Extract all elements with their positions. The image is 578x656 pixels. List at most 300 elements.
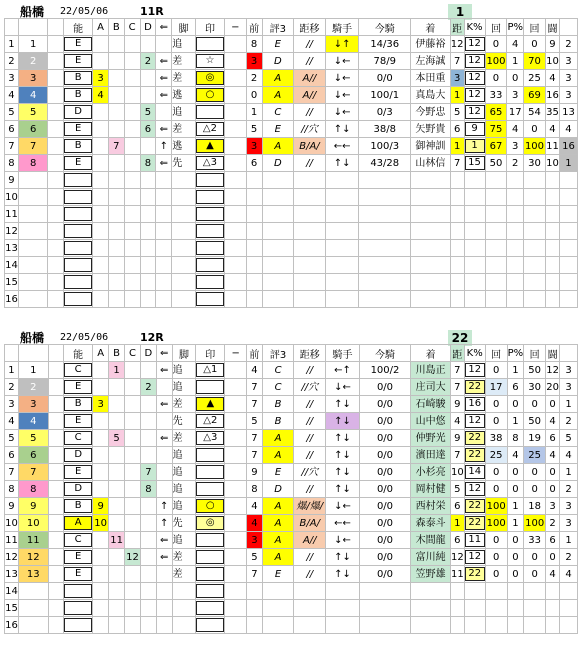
empty-cell bbox=[560, 600, 578, 617]
col-a bbox=[93, 362, 109, 379]
col-d: 6 bbox=[140, 121, 156, 138]
empty-box bbox=[64, 292, 92, 306]
empty-cell bbox=[156, 257, 172, 274]
spacer bbox=[224, 104, 246, 121]
k-percent: 0 bbox=[485, 36, 507, 53]
col-c bbox=[125, 498, 141, 515]
empty-cell bbox=[262, 240, 294, 257]
empty-cell bbox=[108, 172, 124, 189]
ability-cell bbox=[64, 481, 93, 498]
finish-cell: 5 bbox=[450, 481, 464, 498]
empty-cell bbox=[18, 257, 48, 274]
arrow-cell: ↑ bbox=[156, 498, 172, 515]
table-row[interactable] bbox=[5, 36, 578, 53]
table-row[interactable] bbox=[5, 53, 578, 70]
run-style: 先 bbox=[172, 515, 196, 532]
distance-move: ↑↓ bbox=[326, 430, 360, 447]
ability-grade: B bbox=[64, 499, 92, 513]
col-d bbox=[140, 362, 156, 379]
empty-box bbox=[64, 224, 92, 238]
distance-value: 9 bbox=[465, 122, 485, 136]
rating-cell: // bbox=[294, 447, 326, 464]
row-index: 8 bbox=[5, 155, 19, 172]
p-percent: 0 bbox=[524, 121, 546, 138]
horse-number: 3 bbox=[18, 396, 48, 413]
prev-cell: A bbox=[262, 532, 293, 549]
col-b bbox=[109, 413, 125, 430]
empty-cell bbox=[450, 240, 464, 257]
p-percent: 69 bbox=[524, 87, 546, 104]
col-d bbox=[140, 87, 156, 104]
col-b bbox=[108, 104, 124, 121]
empty-cell bbox=[411, 600, 451, 617]
col-d bbox=[140, 532, 156, 549]
prev-cell: E bbox=[262, 121, 294, 138]
finish-cell: 6 bbox=[450, 498, 464, 515]
empty-cell bbox=[485, 583, 507, 600]
table-row[interactable] bbox=[5, 447, 578, 464]
distance-move: ↑↓ bbox=[326, 464, 360, 481]
empty-cell bbox=[18, 291, 48, 308]
spacer bbox=[225, 396, 247, 413]
ability-cell bbox=[64, 87, 93, 104]
fight-cell: 2 bbox=[560, 549, 578, 566]
p-percent: 0 bbox=[524, 549, 546, 566]
finish-cell: 12 bbox=[450, 549, 464, 566]
empty-cell bbox=[195, 274, 224, 291]
run-style: 差 bbox=[172, 70, 196, 87]
empty-cell bbox=[93, 240, 109, 257]
distance-value: 22 bbox=[465, 516, 485, 530]
empty-cell bbox=[410, 223, 450, 240]
empty-cell bbox=[93, 291, 109, 308]
empty-cell bbox=[64, 617, 93, 634]
empty-cell bbox=[156, 583, 172, 600]
count-1: 0 bbox=[507, 532, 524, 549]
empty-cell bbox=[545, 223, 559, 240]
prediction-mark[interactable]: ▲ bbox=[196, 139, 224, 153]
col-d: 8 bbox=[140, 481, 156, 498]
column-header: A bbox=[93, 345, 109, 362]
mark-cell bbox=[195, 121, 224, 138]
arrow-cell: ⇐ bbox=[156, 70, 172, 87]
empty-box bbox=[64, 618, 92, 632]
empty-cell bbox=[294, 600, 326, 617]
col-a bbox=[93, 447, 109, 464]
empty-cell bbox=[294, 291, 326, 308]
mark-cell bbox=[196, 430, 225, 447]
run-style: 差 bbox=[172, 549, 196, 566]
row-index: 10 bbox=[5, 189, 19, 206]
current-jockey: 庄司大 bbox=[411, 379, 451, 396]
empty-cell bbox=[507, 257, 524, 274]
col-a bbox=[93, 138, 109, 155]
empty-box bbox=[64, 207, 92, 221]
fight-cell: 4 bbox=[560, 566, 578, 583]
empty-cell bbox=[546, 600, 560, 617]
empty-cell bbox=[18, 172, 48, 189]
row-index: 3 bbox=[5, 70, 19, 87]
distance-move: ↑↓ bbox=[326, 549, 360, 566]
row-index: 11 bbox=[5, 206, 19, 223]
table-row[interactable] bbox=[5, 430, 578, 447]
column-header: 着 bbox=[410, 19, 450, 36]
prediction-mark[interactable] bbox=[196, 105, 224, 119]
empty-cell bbox=[18, 617, 48, 634]
empty-cell bbox=[450, 274, 464, 291]
empty-cell bbox=[294, 257, 326, 274]
col-b: 11 bbox=[109, 532, 125, 549]
empty-cell bbox=[172, 583, 196, 600]
empty-cell bbox=[195, 291, 224, 308]
col-b bbox=[109, 549, 125, 566]
table-row[interactable] bbox=[5, 223, 578, 240]
prediction-mark[interactable] bbox=[196, 482, 224, 496]
empty-cell bbox=[48, 189, 64, 206]
rating-cell: // bbox=[294, 566, 326, 583]
k-percent: 100 bbox=[485, 515, 507, 532]
empty-cell bbox=[156, 240, 172, 257]
fight-cell: 2 bbox=[559, 36, 577, 53]
empty-cell bbox=[109, 617, 125, 634]
table-row[interactable] bbox=[5, 532, 578, 549]
table-row[interactable] bbox=[5, 121, 578, 138]
empty-cell bbox=[559, 291, 577, 308]
empty-cell bbox=[124, 172, 140, 189]
horse-number: 8 bbox=[18, 155, 48, 172]
col-a bbox=[93, 413, 109, 430]
fight-cell: 4 bbox=[559, 121, 577, 138]
empty-cell bbox=[410, 291, 450, 308]
prediction-mark[interactable]: ○ bbox=[196, 499, 224, 513]
finish-cell: 7 bbox=[450, 362, 464, 379]
count-2: 9 bbox=[545, 36, 559, 53]
table-row[interactable] bbox=[5, 104, 578, 121]
k-percent: 0 bbox=[485, 549, 507, 566]
distance-move: ↑↓ bbox=[326, 396, 360, 413]
p-percent: 18 bbox=[524, 498, 546, 515]
spacer bbox=[48, 396, 64, 413]
prediction-mark[interactable]: ▲ bbox=[196, 397, 224, 411]
column-header: D bbox=[140, 19, 156, 36]
empty-cell bbox=[507, 223, 524, 240]
table-row[interactable] bbox=[5, 583, 578, 600]
prediction-mark[interactable] bbox=[196, 448, 224, 462]
distance-value: 22 bbox=[465, 380, 485, 394]
mark-cell bbox=[196, 396, 225, 413]
empty-cell bbox=[410, 189, 450, 206]
prediction-mark[interactable] bbox=[196, 550, 224, 564]
p-percent: 54 bbox=[524, 104, 546, 121]
current-jockey: 真島大 bbox=[410, 87, 450, 104]
empty-cell bbox=[262, 617, 293, 634]
table-row[interactable] bbox=[5, 464, 578, 481]
rating-cell: // bbox=[294, 396, 326, 413]
column-header: D bbox=[140, 345, 156, 362]
finish-cell: 11 bbox=[450, 566, 464, 583]
prev-cell: E bbox=[262, 36, 294, 53]
table-row[interactable] bbox=[5, 189, 578, 206]
row-index: 13 bbox=[5, 240, 19, 257]
mark-cell bbox=[195, 104, 224, 121]
count-1: 0 bbox=[507, 566, 524, 583]
current-jockey: 左海誠 bbox=[410, 53, 450, 70]
empty-cell bbox=[48, 274, 64, 291]
empty-cell bbox=[246, 172, 262, 189]
jockey-stats: 78/9 bbox=[359, 53, 411, 70]
distance-value: 12 bbox=[465, 550, 485, 564]
empty-cell bbox=[262, 257, 294, 274]
empty-box bbox=[196, 601, 224, 615]
col-d: 2 bbox=[140, 379, 156, 396]
empty-cell bbox=[172, 206, 196, 223]
k-percent: 38 bbox=[485, 430, 507, 447]
table-row[interactable] bbox=[5, 138, 578, 155]
empty-cell bbox=[18, 206, 48, 223]
empty-cell bbox=[485, 291, 507, 308]
rank-cell: 7 bbox=[246, 447, 262, 464]
table-row[interactable] bbox=[5, 379, 578, 396]
column-header: 着 bbox=[411, 345, 451, 362]
prediction-mark[interactable] bbox=[196, 533, 224, 547]
count-1: 1 bbox=[507, 53, 524, 70]
empty-cell bbox=[64, 172, 93, 189]
jockey-stats: 0/0 bbox=[359, 70, 411, 87]
prev-cell: A bbox=[262, 430, 293, 447]
empty-cell bbox=[294, 240, 326, 257]
prev-cell: A bbox=[262, 87, 294, 104]
table-row[interactable] bbox=[5, 413, 578, 430]
empty-box bbox=[64, 190, 92, 204]
empty-cell bbox=[225, 617, 247, 634]
spacer bbox=[48, 532, 64, 549]
empty-cell bbox=[545, 240, 559, 257]
arrow-cell: ⇐ bbox=[156, 430, 172, 447]
col-a bbox=[93, 566, 109, 583]
table-row[interactable] bbox=[5, 257, 578, 274]
distance-value: 14 bbox=[465, 465, 485, 479]
table-row[interactable] bbox=[5, 172, 578, 189]
distance-move: ↓↑ bbox=[325, 36, 359, 53]
distance-value: 15 bbox=[465, 156, 485, 170]
ability-grade: E bbox=[64, 465, 92, 479]
empty-cell bbox=[156, 223, 172, 240]
ability-cell bbox=[64, 379, 93, 396]
k-percent: 0 bbox=[485, 396, 507, 413]
ability-grade: B bbox=[64, 139, 92, 153]
k-percent: 75 bbox=[485, 121, 507, 138]
spacer bbox=[48, 515, 64, 532]
current-jockey: 御神訓 bbox=[410, 138, 450, 155]
empty-cell bbox=[559, 240, 577, 257]
fight-cell: 5 bbox=[560, 430, 578, 447]
table-row[interactable] bbox=[5, 515, 578, 532]
rating-cell: // bbox=[294, 430, 326, 447]
arrow-cell bbox=[156, 36, 172, 53]
empty-cell bbox=[326, 600, 360, 617]
col-b bbox=[108, 70, 124, 87]
arrow-cell bbox=[156, 464, 172, 481]
table-row[interactable] bbox=[5, 600, 578, 617]
empty-cell bbox=[262, 206, 294, 223]
spacer bbox=[225, 362, 247, 379]
col-c bbox=[125, 481, 141, 498]
empty-cell bbox=[108, 257, 124, 274]
ability-grade: E bbox=[64, 414, 92, 428]
empty-cell bbox=[325, 291, 359, 308]
table-row[interactable] bbox=[5, 240, 578, 257]
empty-cell bbox=[224, 189, 246, 206]
empty-cell bbox=[124, 257, 140, 274]
table-row[interactable] bbox=[5, 291, 578, 308]
count-2: 10 bbox=[545, 53, 559, 70]
spacer bbox=[225, 430, 247, 447]
col-a bbox=[93, 549, 109, 566]
empty-cell bbox=[262, 223, 294, 240]
header-blank bbox=[5, 345, 19, 362]
row-index: 2 bbox=[5, 53, 19, 70]
distance-value: 22 bbox=[465, 448, 485, 462]
finish-cell: 9 bbox=[450, 430, 464, 447]
prediction-mark[interactable]: △3 bbox=[196, 431, 224, 445]
prediction-mark[interactable]: ◎ bbox=[196, 71, 224, 85]
empty-cell bbox=[560, 617, 578, 634]
empty-cell bbox=[172, 291, 196, 308]
col-b bbox=[109, 515, 125, 532]
p-percent: 0 bbox=[524, 36, 546, 53]
empty-cell bbox=[325, 206, 359, 223]
rating-cell: A// bbox=[294, 87, 326, 104]
distance-cell bbox=[464, 549, 485, 566]
table-row[interactable] bbox=[5, 396, 578, 413]
prediction-mark[interactable]: ◎ bbox=[196, 516, 224, 530]
horse-number: 5 bbox=[18, 430, 48, 447]
table-row[interactable] bbox=[5, 617, 578, 634]
fight-cell: 3 bbox=[560, 515, 578, 532]
count-1: 4 bbox=[507, 121, 524, 138]
prediction-mark[interactable]: ○ bbox=[196, 88, 224, 102]
prediction-mark[interactable] bbox=[196, 380, 224, 394]
prediction-mark[interactable]: ☆ bbox=[196, 54, 224, 68]
ability-grade: D bbox=[64, 448, 92, 462]
empty-cell bbox=[140, 189, 156, 206]
row-index: 6 bbox=[5, 447, 19, 464]
spacer bbox=[48, 53, 64, 70]
k-percent: 0 bbox=[485, 464, 507, 481]
table-row[interactable] bbox=[5, 566, 578, 583]
table-row[interactable] bbox=[5, 274, 578, 291]
distance-move: ↑↓ bbox=[326, 481, 360, 498]
empty-box bbox=[64, 258, 92, 272]
column-header: 距 bbox=[450, 345, 464, 362]
column-header: 距移 bbox=[294, 345, 326, 362]
prediction-mark[interactable] bbox=[196, 465, 224, 479]
column-header: 前 bbox=[246, 19, 262, 36]
ability-grade: C bbox=[64, 431, 92, 445]
col-c bbox=[125, 413, 141, 430]
count-1: 0 bbox=[507, 464, 524, 481]
spacer bbox=[48, 138, 64, 155]
prediction-mark[interactable]: △2 bbox=[196, 414, 224, 428]
table-row[interactable] bbox=[5, 549, 578, 566]
empty-cell bbox=[93, 617, 109, 634]
table-row[interactable] bbox=[5, 206, 578, 223]
prediction-mark[interactable]: △2 bbox=[196, 122, 224, 136]
distance-move: ↓← bbox=[326, 498, 360, 515]
prediction-mark[interactable] bbox=[196, 567, 224, 581]
empty-cell bbox=[246, 240, 262, 257]
table-row[interactable] bbox=[5, 87, 578, 104]
col-d bbox=[140, 430, 156, 447]
empty-cell bbox=[410, 172, 450, 189]
empty-cell bbox=[410, 240, 450, 257]
current-jockey: 小杉亮 bbox=[411, 464, 451, 481]
table-row[interactable] bbox=[5, 155, 578, 172]
spacer bbox=[48, 104, 64, 121]
prediction-mark[interactable]: △3 bbox=[196, 156, 224, 170]
race-table bbox=[4, 18, 578, 308]
empty-cell bbox=[450, 291, 464, 308]
horse-number: 8 bbox=[18, 481, 48, 498]
col-a: 4 bbox=[93, 87, 109, 104]
col-d: 2 bbox=[140, 53, 156, 70]
empty-cell bbox=[294, 583, 326, 600]
empty-cell bbox=[48, 257, 64, 274]
empty-cell bbox=[224, 206, 246, 223]
empty-cell bbox=[559, 223, 577, 240]
table-row[interactable] bbox=[5, 70, 578, 87]
col-d bbox=[140, 447, 156, 464]
spacer bbox=[225, 549, 247, 566]
ability-cell bbox=[64, 498, 93, 515]
table-row[interactable] bbox=[5, 498, 578, 515]
empty-cell bbox=[195, 189, 224, 206]
current-jockey: 西村栄 bbox=[411, 498, 451, 515]
arrow-cell bbox=[156, 413, 172, 430]
empty-cell bbox=[450, 223, 464, 240]
k-percent: 0 bbox=[485, 413, 507, 430]
mark-cell bbox=[196, 362, 225, 379]
empty-cell bbox=[48, 291, 64, 308]
rating-cell: // bbox=[294, 481, 326, 498]
current-jockey: 石崎駿 bbox=[411, 396, 451, 413]
row-index: 10 bbox=[5, 515, 19, 532]
k-percent: 0 bbox=[485, 566, 507, 583]
arrow-cell: ⇐ bbox=[156, 155, 172, 172]
prediction-mark[interactable] bbox=[196, 37, 224, 51]
empty-cell bbox=[524, 223, 546, 240]
empty-cell bbox=[246, 274, 262, 291]
ability-grade: E bbox=[64, 37, 92, 51]
empty-cell bbox=[224, 223, 246, 240]
col-a: 10 bbox=[93, 515, 109, 532]
empty-cell bbox=[326, 583, 360, 600]
col-d bbox=[140, 566, 156, 583]
prediction-mark[interactable]: △1 bbox=[196, 363, 224, 377]
table-row[interactable] bbox=[5, 362, 578, 379]
k-percent: 0 bbox=[485, 362, 507, 379]
rank-cell: 7 bbox=[246, 430, 262, 447]
count-2: 0 bbox=[546, 481, 560, 498]
distance-move: ↓← bbox=[325, 104, 359, 121]
distance-move: ↑↓ bbox=[326, 447, 360, 464]
fight-cell: 1 bbox=[560, 464, 578, 481]
finish-cell: 4 bbox=[450, 413, 464, 430]
table-row[interactable] bbox=[5, 481, 578, 498]
col-d bbox=[140, 549, 156, 566]
col-b bbox=[109, 464, 125, 481]
empty-cell bbox=[507, 172, 524, 189]
